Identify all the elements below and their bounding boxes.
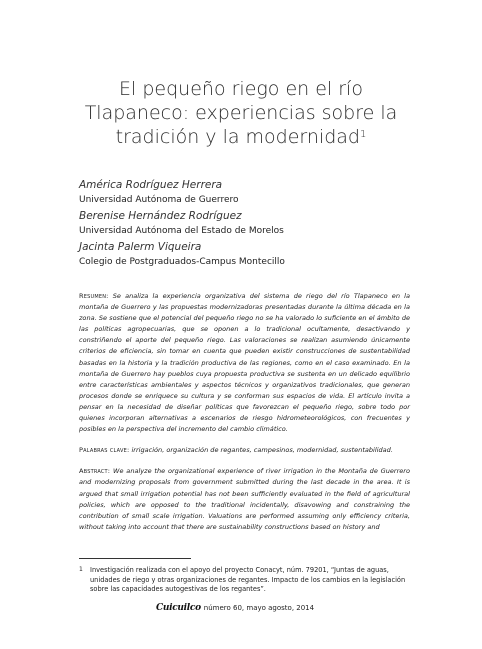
keywords-label: Palabras clave:	[79, 446, 130, 455]
footnote-marker: 1	[79, 566, 83, 573]
journal-logo: Cuicuilco	[156, 603, 201, 613]
author-block	[79, 178, 409, 271]
title-line-3-text: tradición y la modernidad	[115, 126, 360, 148]
author-affiliation: Universidad Autónoma de Guerrero	[79, 195, 239, 205]
title-line-3	[78, 125, 404, 149]
page-footer	[156, 602, 356, 614]
author-name: Jacinta Palerm Viqueira	[79, 241, 202, 253]
title-footnote-marker: 1	[360, 129, 367, 140]
abstract-es	[79, 291, 410, 435]
abstract-text: Se analiza la experiencia organizativa del sistema de riego del río Tlapaneco en la montaña de Guerrero y las propuestas modernizadoras presentadas durante la última década en la zona. Se sostiene que el potencial del pequeño riego no se ha valorado lo suficiente en el ámbito de las políticas agropecuarias, que se oponen a lo tradicional ocultamente, desactivando y constriñendo el aporte del pequeño riego. Las valoraciones se realizan asumiendo únicamente criterios de eficiencia, sin tomar en cuenta que pueden existir construcciones de sustentabilidad basadas en la historia y la tradición productiva de las regiones, como en el caso examinado. En la montaña de Guerrero hay pueblos cuya propuesta productiva se sustenta en un delicado equilibrio entre características ambientales y aspectos técnicos y organizativos tradicionales, que generan procesos donde se enriquece su cultura y se conforman sus espacios de vida. El artículo invita a pensar en la necesidad de diseñar políticas que favorezcan el pequeño riego, sobre todo por quienes incorporan alternativas a escenarios de riesgo hidrometeorológicos, con frecuentes y posibles en la perspectiva del incremento del cambio climático.	[79, 292, 410, 434]
footnote	[79, 566, 411, 595]
author-affiliation: Colegio de Postgraduados-Campus Montecillo	[79, 257, 285, 267]
footnote-divider	[79, 558, 191, 559]
abstract-en-label: Abstract:	[79, 467, 111, 476]
abstract-section	[79, 291, 410, 533]
article-title	[78, 77, 404, 149]
keywords	[79, 445, 410, 456]
title-line-2: Tlapaneco: experiencias sobre la	[84, 102, 398, 124]
footnote-text: Investigación realizada con el apoyo del proyecto Conacyt, núm. 79201, “Juntas de aguas, unidades de riego y otras organizaciones de regantes. Impacto de los cambios en la legislación sobre las capacidades autogestivas de los regantes”.	[90, 566, 406, 594]
abstract-en	[79, 466, 410, 533]
issue-info: número 60, mayo agosto, 2014	[203, 604, 315, 612]
abstract-en-text: We analyze the organizational experience of river irrigation in the Montaña de Guerrero and modernizing proposals from government submitted during the last decade in the area. It is argued that small irrigation potential has not been sufficiently evaluated in the field of agricultural policies, which are opposed to the traditional incidentally, disavowing and constraining the contribution of small scale irrigation. Valuations are performed assuming only efficiency criteria, without taking into account that there are sustainability constructions based on history and	[79, 467, 410, 531]
keywords-text: irrigación, organización de regantes, campesinos, modernidad, sustentabilidad.	[131, 446, 393, 455]
author-affiliation: Universidad Autónoma del Estado de Morelos	[79, 226, 284, 236]
author-name: América Rodríguez Herrera	[79, 179, 223, 191]
title-line-1: El pequeño riego en el río	[119, 78, 363, 100]
author-name: Berenise Hernández Rodríguez	[79, 210, 242, 222]
abstract-label: Resumen:	[79, 292, 109, 300]
